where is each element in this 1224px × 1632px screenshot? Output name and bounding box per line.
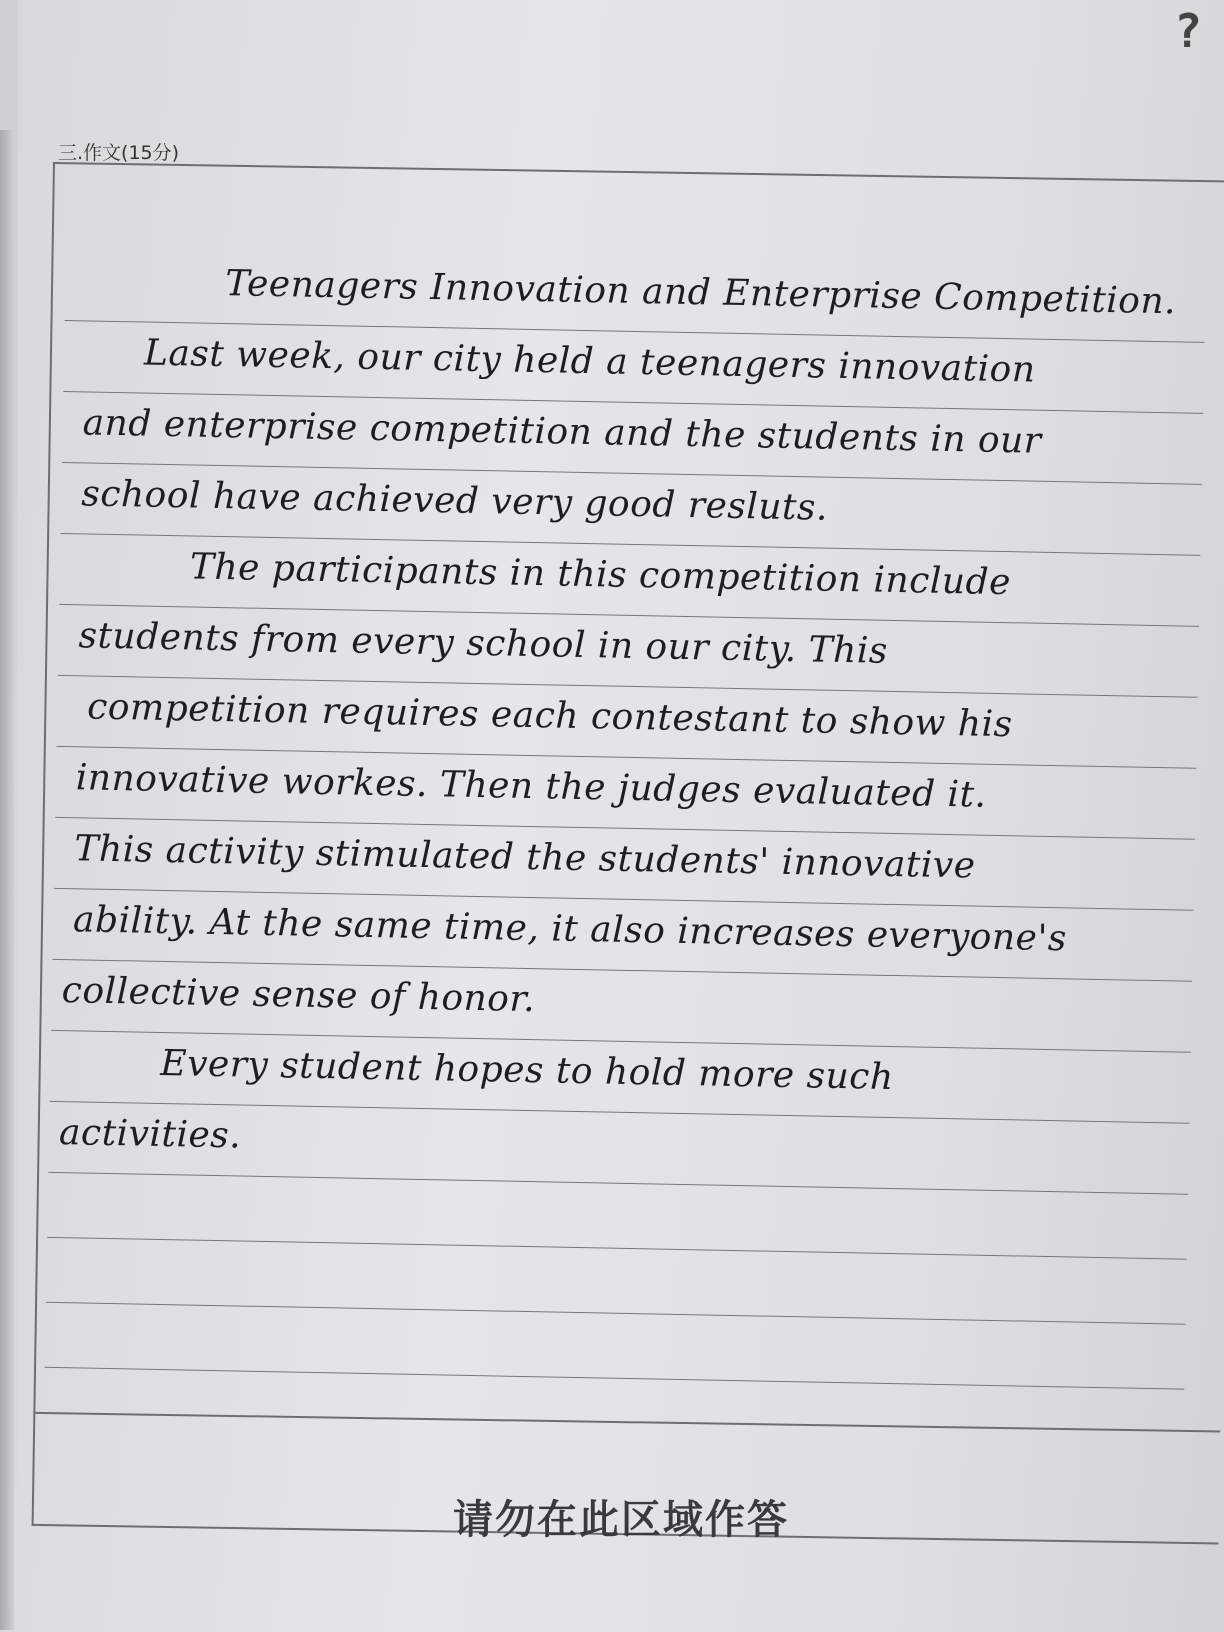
essay-text: Last week, our city held a teenagers innovation bbox=[143, 332, 1036, 391]
essay-title: Teenagers Innovation and Enterprise Competition. bbox=[224, 263, 1177, 323]
essay-text: competition requires each contestant to show his bbox=[86, 686, 1013, 746]
essay-text: students from every school in our city. This bbox=[78, 615, 889, 672]
essay-text: This activity stimulated the students' innovative bbox=[74, 828, 976, 887]
essay-text: activities. bbox=[58, 1112, 242, 1157]
essay-text: ability. At the same time, it also increases everyone's bbox=[72, 899, 1068, 960]
answer-sheet-page bbox=[18, 0, 1224, 1632]
essay-writing-area bbox=[45, 250, 1206, 1390]
frame-divider bbox=[35, 1412, 1220, 1433]
paper-edge bbox=[0, 130, 14, 1630]
essay-text: and enterprise competition and the students in our bbox=[82, 402, 1042, 462]
essay-text: school have achieved very good resluts. bbox=[80, 473, 829, 529]
essay-text: innovative workes. Then the judges evaluated it. bbox=[75, 757, 987, 816]
no-answer-notice: 请勿在此区域作答 bbox=[453, 1497, 789, 1543]
essay-text: The participants in this competition include bbox=[189, 546, 1012, 604]
section-label: 三.作文(15分) bbox=[58, 142, 180, 164]
essay-text: collective sense of honor. bbox=[61, 970, 536, 1021]
corner-mark: ? bbox=[1174, 4, 1202, 58]
essay-text: Every student hopes to hold more such bbox=[160, 1042, 895, 1099]
